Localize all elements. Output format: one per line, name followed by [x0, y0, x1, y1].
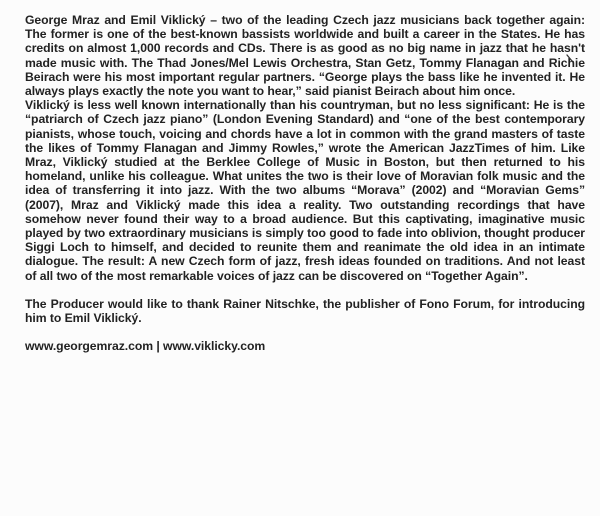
- paragraph-viklicky: Viklický is less well known internationally than his countryman, but no less significant: He is the “patriarch of Czech jazz piano” (London Evening Standard) and “one of the best contemporary pianists, whose touch, voicing and chords have a lot in common with the grand masters of taste the likes of Tommy Flanagan and Jimmy Rowles,” wrote the American JazzTimes of him. Like Mraz, Viklický studied at the Berklee College of Music in Boston, but then returned to his homeland, unlike his colleague. What unites the two is their love of Moravian folk music and the idea of transferring it into jazz. With the two albums “Morava” (2002) and “Moravian Gems” (2007), Mraz and Viklický made this idea a reality. Two outstanding recordings that have somehow never found their way to a broad audience. But this captivating, imaginative music played by two extraordinary musicians is simply too good to fade into oblivion, thought producer Siggi Loch to himself, and decided to reunite them and reanimate the old idea in an intimate dialogue. The result: A new Czech form of jazz, fresh ideas founded on traditions. And not least of all two of the most remarkable voices of jazz can be discovered on “Together Again”.: [25, 98, 585, 283]
- paragraph-gap: [25, 325, 585, 339]
- paragraph-gap: [25, 283, 585, 297]
- paragraph-producer-thanks: The Producer would like to thank Rainer Nitschke, the publisher of Fono Forum, for introducing him to Emil Viklický.: [25, 296, 585, 326]
- liner-notes: [25, 13, 585, 353]
- scan-speck-mark: [566, 54, 573, 62]
- website-links[interactable]: www.georgemraz.com | www.viklicky.com: [25, 339, 266, 354]
- paragraph-mraz: George Mraz and Emil Viklický – two of the leading Czech jazz musicians back together again: The former is one of the best-known bassists worldwide and built a career in the States. He has credits on almost 1,000 records and CDs. There is as good as no big name in jazz that he hasn't made music with. The Thad Jones/Mel Lewis Orchestra, Stan Getz, Tommy Flanagan and Richie Beirach were his most important regular partners. “George plays the bass like he invented it. He always plays exactly the note you want to hear,” said pianist Beirach about him once.: [25, 13, 585, 99]
